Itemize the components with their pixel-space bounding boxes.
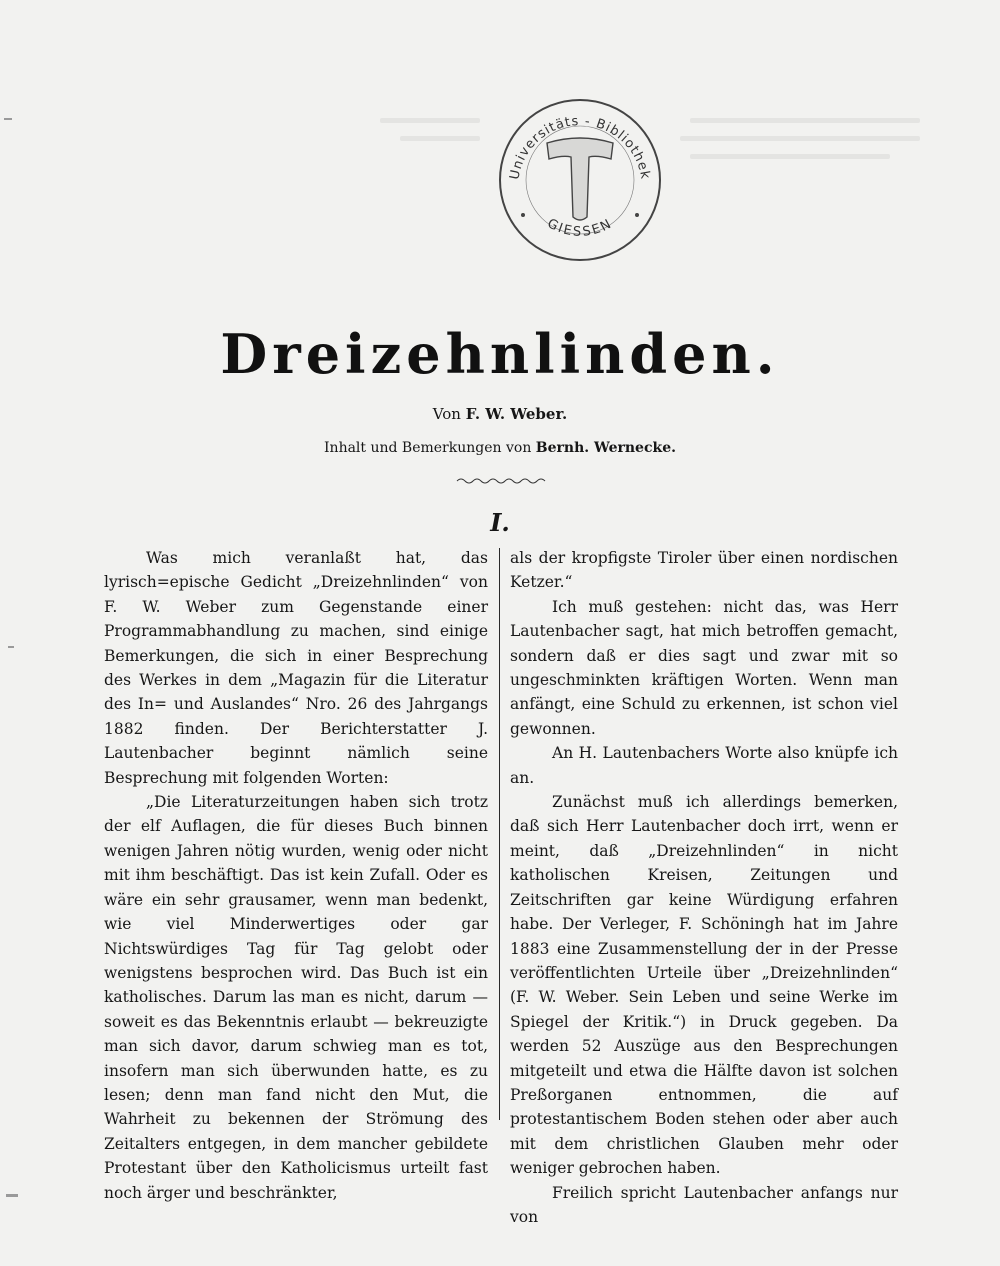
- right-column: [510, 546, 898, 1229]
- bleed-through-line: [680, 136, 920, 141]
- bleed-through-line: [400, 136, 480, 141]
- bleed-through-line: [380, 118, 480, 123]
- paragraph: An H. Lautenbachers Worte also knüpfe ich an.: [510, 744, 898, 787]
- bleed-through-line: [690, 118, 920, 123]
- ornament-divider: [455, 476, 551, 486]
- byline: [0, 405, 1000, 423]
- margin-mark: [6, 1194, 18, 1197]
- paragraph: Freilich spricht Lautenbacher anfangs nur von: [510, 1183, 898, 1226]
- byline-prefix: Von: [432, 405, 461, 423]
- subline-prefix: Inhalt und Bemerkungen von: [324, 440, 532, 456]
- stamp-bottom-text: GIESSEN: [544, 216, 616, 240]
- quote-paragraph: „Die Literaturzeitungen haben sich trotz der elf Auflagen, die für dieses Buch binnen wenigen Jahren nötig wurden, wenig oder nicht mit ihm beschäftigt. Das ist kein Zufall. Oder es wäre ein sehr grausamer, wenn man bedenkt, wie viel Minderwertiges oder gar Nichtswürdiges Tag für Tag gelobt oder wenigstens besprochen wird. Das Buch ist ein katholisches. Darum las man es nicht, darum — soweit es das Bekenntnis erlaubt — bekreuzigte man sich davor, darum schwieg man es tot, insofern man sich überwunden hatte, es zu lesen; denn man fand nicht den Mut, die Wahrheit zu bekennen der Strömung des Zeitalters entgegen, in dem mancher gebildete Protestant über den Katholicismus urteilt fast noch ärger und beschränkter,: [104, 793, 488, 1202]
- paragraph: Ich muß gestehen: nicht das, was Herr Lautenbacher sagt, hat mich betroffen gemacht, sondern daß er dies sagt und zwar mit so ungeschminkten kräftigen Worten. Wenn man anfängt, eine Schuld zu erkennen, ist schon viel gewonnen.: [510, 597, 898, 738]
- paragraph: Zunächst muß ich allerdings bemerken, daß sich Herr Lautenbacher doch irrt, wenn er meint, daß „Dreizehnlinden“ in nicht katholischen Kreisen, Zeitungen und Zeitschriften gar keine Würdigung erfahren habe. Der Verleger, F. Schöningh hat im Jahre 1883 eine Zusammenstellung der in der Presse veröffentlichten Urteile über „Dreizehnlinden“ (F. W. Weber. Sein Leben und seine Werke im Spiegel der Kritik.“) in Druck gegeben. Da werden 52 Auszüge aus den Besprechungen mitgeteilt und etwa die Hälfte davon ist solchen Preßorganen entnommen, die auf protestantischem Boden stehen oder aber auch mit dem christlichen Glauben mehr oder weniger gebrochen haben.: [510, 793, 898, 1178]
- subline: [0, 440, 1000, 456]
- section-number: I.: [490, 508, 510, 537]
- stamp-top-text: Universitäts - Bibliothek: [507, 113, 653, 181]
- margin-mark: [4, 118, 12, 120]
- subline-author: Bernh. Wernecke.: [535, 440, 676, 456]
- page-title: Dreizehnlinden.: [220, 322, 780, 386]
- library-stamp: [495, 95, 665, 265]
- tau-cross-emblem: [547, 138, 613, 220]
- byline-author: F. W. Weber.: [465, 405, 568, 423]
- paragraph: als der kropfigste Tiroler über einen nordischen Ketzer.“: [510, 549, 898, 592]
- left-column: [104, 546, 488, 1205]
- paragraph: Was mich veranlaßt hat, das lyrisch=epische Gedicht „Dreizehnlinden“ von F. W. Weber zum Gegenstande einer Programmabhandlung zu machen, sind einige Bemerkungen, die sich in einer Besprechung des Werkes in dem „Magazin für die Literatur des In= und Auslandes“ Nro. 26 des Jahrgangs 1882 finden. Der Berichterstatter J. Lautenbacher beginnt nämlich seine Besprechung mit folgenden Worten:: [104, 549, 488, 787]
- column-divider: [499, 548, 500, 1120]
- margin-mark: [8, 646, 14, 648]
- bleed-through-line: [690, 154, 890, 159]
